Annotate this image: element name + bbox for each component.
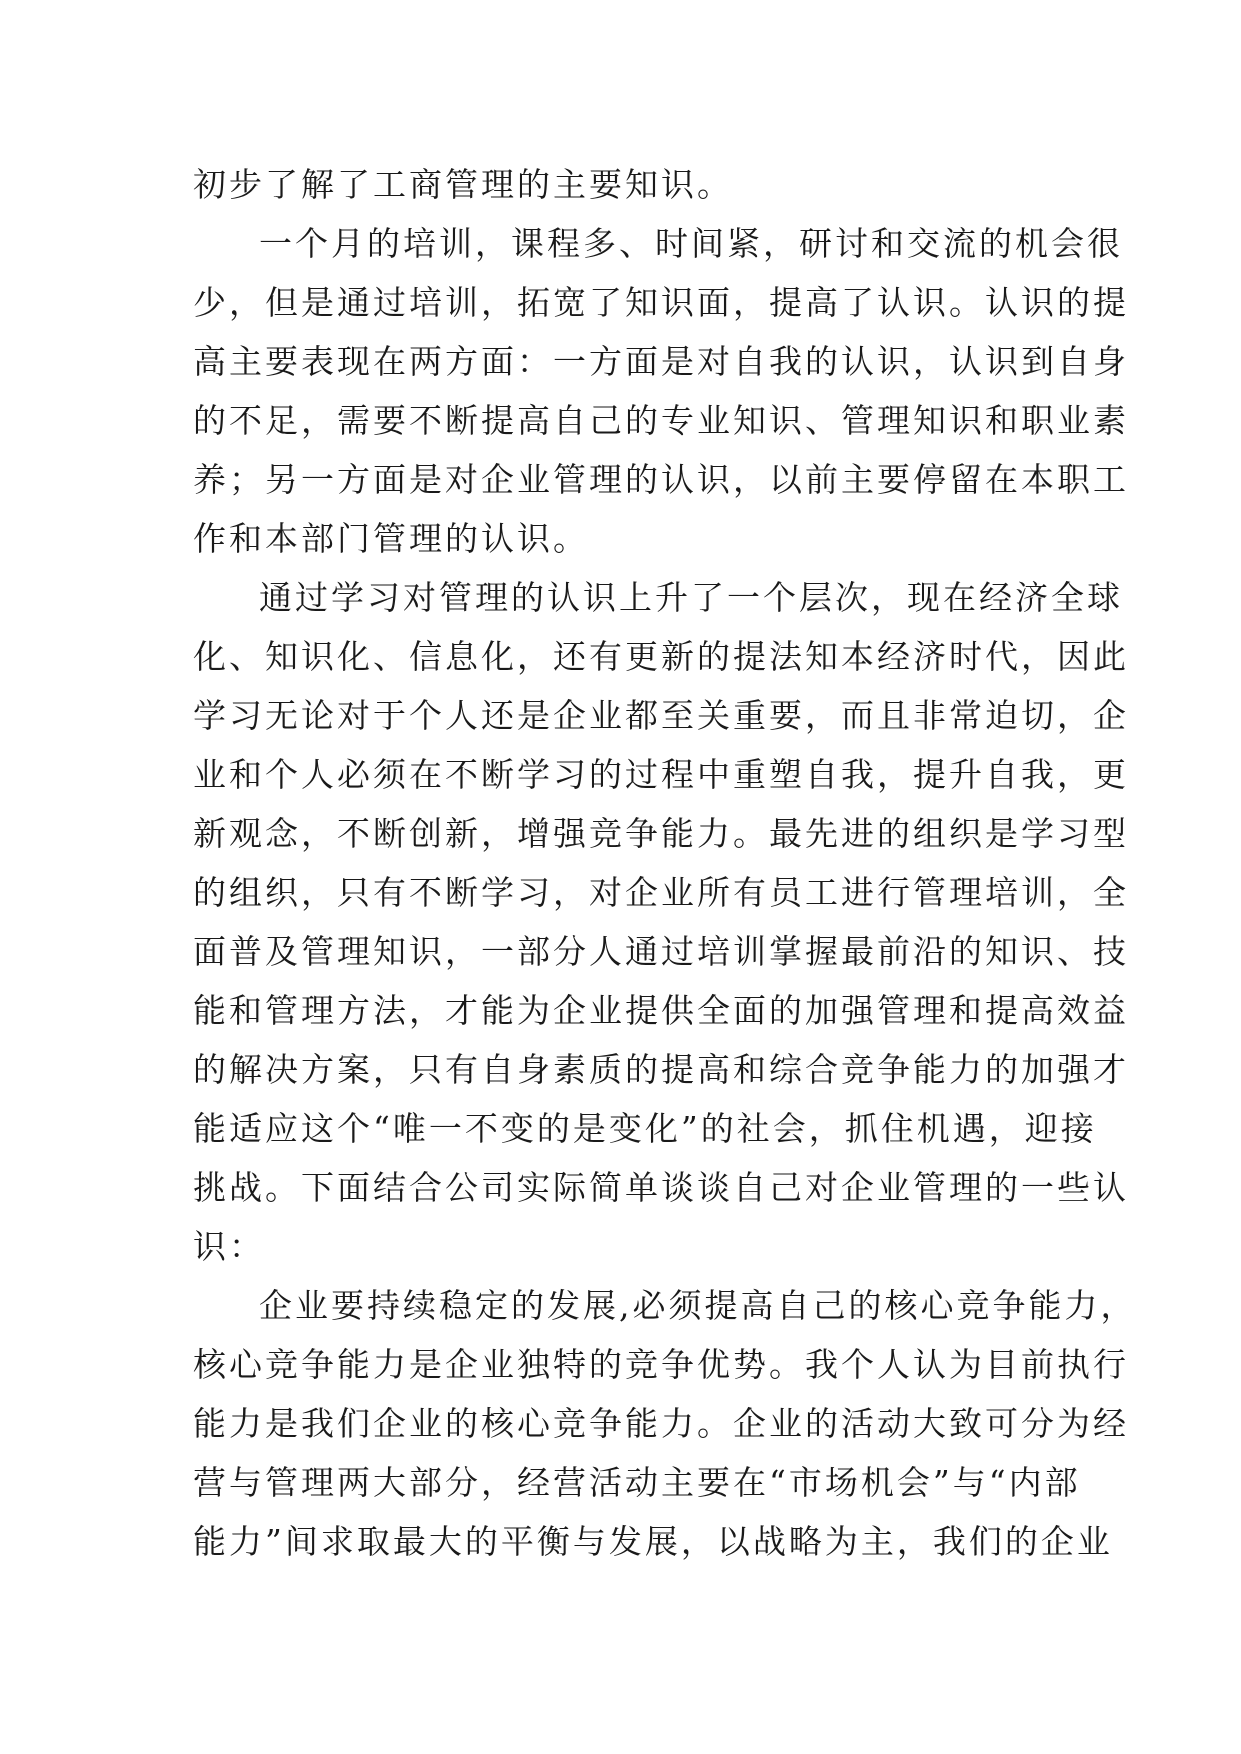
text-line: 的不足，需要不断提高自己的专业知识、管理知识和职业素 [193, 401, 1129, 440]
paragraph-2 [193, 214, 1129, 568]
paragraph-4 [193, 1276, 1137, 1571]
text-line: 能力”间求取最大的平衡与发展，以战略为主，我们的企业 [193, 1522, 1113, 1561]
text-line: 能和管理方法，才能为企业提供全面的加强管理和提高效益 [193, 991, 1129, 1030]
text-line: 企业要持续稳定的发展,必须提高自己的核心竞争能力， [259, 1286, 1137, 1325]
text-line: 化、知识化、信息化，还有更新的提法知本经济时代，因此 [193, 637, 1129, 676]
text-line: 初步了解了工商管理的主要知识。 [193, 165, 733, 204]
text-line: 营与管理两大部分，经营活动主要在“市场机会”与“内部 [193, 1463, 1081, 1502]
text-line: 能力是我们企业的核心竞争能力。企业的活动大致可分为经 [193, 1404, 1129, 1443]
body-text [193, 155, 1137, 1571]
text-line: 能适应这个“唯一不变的是变化”的社会，抓住机遇，迎接 [193, 1109, 1097, 1148]
text-line: 核心竞争能力是企业独特的竞争优势。我个人认为目前执行 [193, 1345, 1129, 1384]
text-line: 养；另一方面是对企业管理的认识，以前主要停留在本职工 [193, 460, 1129, 499]
text-line: 一个月的培训，课程多、时间紧，研讨和交流的机会很 [259, 224, 1123, 263]
text-line: 面普及管理知识，一部分人通过培训掌握最前沿的知识、技 [193, 932, 1129, 971]
text-line: 新观念，不断创新，增强竞争能力。最先进的组织是学习型 [193, 814, 1129, 853]
paragraph-1 [193, 155, 1053, 214]
text-line: 的组织，只有不断学习，对企业所有员工进行管理培训，全 [193, 873, 1129, 912]
paragraph-3 [193, 568, 1129, 1276]
text-line: 作和本部门管理的认识。 [193, 519, 589, 558]
text-line: 通过学习对管理的认识上升了一个层次，现在经济全球 [259, 578, 1123, 617]
text-line: 业和个人必须在不断学习的过程中重塑自我，提升自我，更 [193, 755, 1129, 794]
text-line: 高主要表现在两方面：一方面是对自我的认识，认识到自身 [193, 342, 1129, 381]
text-line: 学习无论对于个人还是企业都至关重要，而且非常迫切，企 [193, 696, 1129, 735]
text-line: 识： [193, 1227, 265, 1266]
text-line: 的解决方案，只有自身素质的提高和综合竞争能力的加强才 [193, 1050, 1129, 1089]
text-line: 少，但是通过培训，拓宽了知识面，提高了认识。认识的提 [193, 283, 1129, 322]
text-line: 挑战。下面结合公司实际简单谈谈自己对企业管理的一些认 [193, 1168, 1129, 1207]
